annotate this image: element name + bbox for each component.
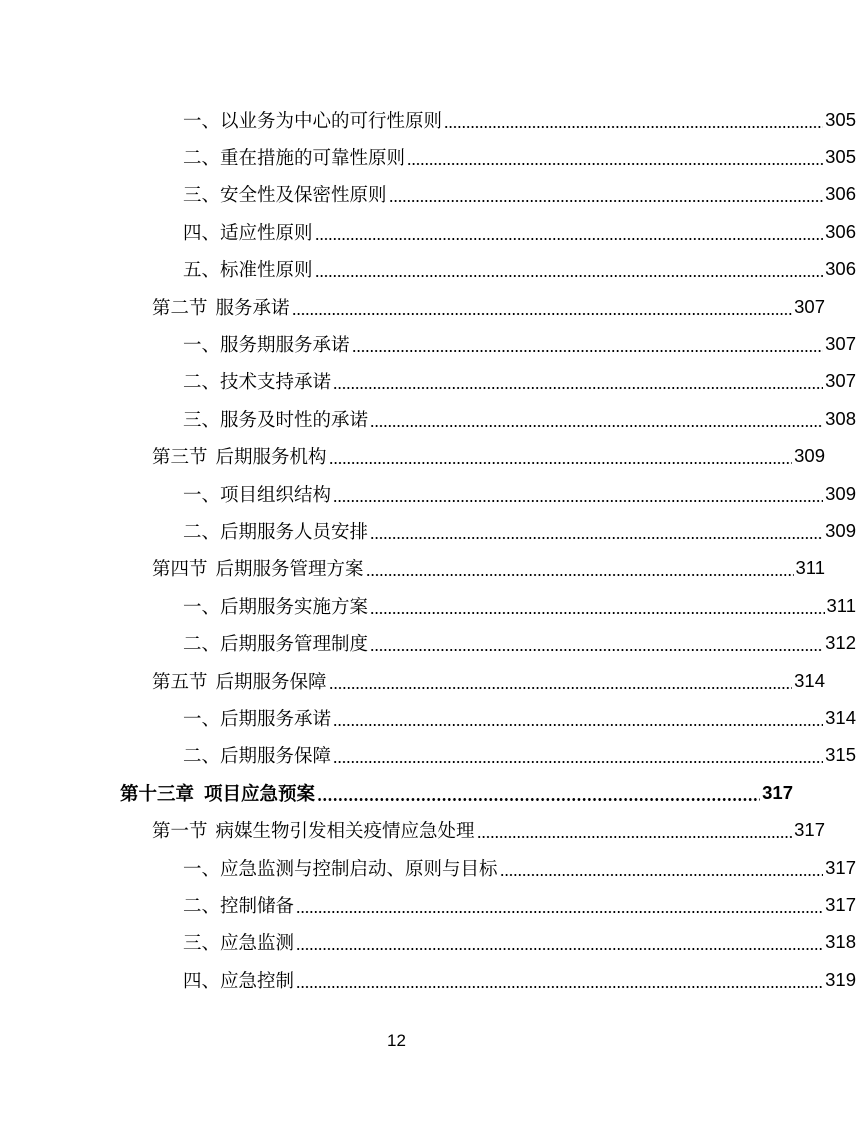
toc-entry-title xyxy=(183,742,331,768)
dot-leader xyxy=(352,350,824,352)
dot-leader xyxy=(477,836,793,838)
toc-entry-text: 后期服务管理方案 xyxy=(215,559,364,581)
toc-entry-page: 312 xyxy=(825,632,856,654)
toc-entry-page: 311 xyxy=(826,594,856,616)
toc-entry-text: 服务及时性的承诺 xyxy=(220,409,369,431)
dot-leader xyxy=(315,238,824,240)
toc-entry-number: 二、 xyxy=(183,634,221,656)
dot-leader xyxy=(389,200,824,202)
toc-entry-sub[interactable] xyxy=(0,475,856,512)
toc-entry-sub[interactable] xyxy=(0,138,856,175)
toc-entry-page: 306 xyxy=(825,183,856,205)
dot-leader xyxy=(317,798,760,801)
dot-leader xyxy=(370,612,824,614)
toc-entry-number: 第二节 xyxy=(152,297,208,319)
toc-entry-text: 项目组织结构 xyxy=(220,484,332,506)
toc-entry-title xyxy=(152,555,364,581)
dot-leader xyxy=(500,874,824,876)
dot-leader xyxy=(292,313,793,315)
toc-entry-sub[interactable] xyxy=(0,176,856,213)
toc-entry-page: 317 xyxy=(825,856,856,878)
toc-entry-number: 二、 xyxy=(183,746,221,768)
dot-leader xyxy=(407,163,823,165)
toc-entry-title xyxy=(183,181,387,207)
toc-entry-title xyxy=(183,481,331,507)
toc-entry-number: 第五节 xyxy=(152,671,208,693)
toc-entry-number: 二、 xyxy=(183,372,221,394)
toc-entry-sub[interactable] xyxy=(0,400,856,437)
toc-entry-number: 第十三章 xyxy=(120,783,195,805)
toc-entry-number: 四、 xyxy=(183,222,221,244)
toc-entry-page: 318 xyxy=(825,931,856,953)
toc-entry-page: 305 xyxy=(825,108,856,130)
toc-entry-title xyxy=(183,368,331,394)
toc-entry-title xyxy=(183,107,442,133)
toc-entry-number: 第四节 xyxy=(152,559,208,581)
toc-entry-title xyxy=(183,967,294,993)
toc-entry-title xyxy=(183,593,368,619)
toc-entry-page: 307 xyxy=(794,295,825,317)
dot-leader xyxy=(333,387,823,389)
toc-entry-number: 一、 xyxy=(183,110,221,132)
toc-entry-sub[interactable] xyxy=(0,699,856,736)
dot-leader xyxy=(296,911,823,913)
toc-entry-title xyxy=(120,780,315,806)
toc-entry-number: 第一节 xyxy=(152,821,208,843)
toc-entry-number: 二、 xyxy=(183,521,221,543)
toc-entry-page: 307 xyxy=(825,333,856,355)
toc-entry-sub[interactable] xyxy=(0,961,856,998)
toc-entry-text: 应急监测 xyxy=(220,933,295,955)
toc-entry-text: 技术支持承诺 xyxy=(220,372,332,394)
table-of-contents xyxy=(0,101,856,998)
toc-entry-section[interactable] xyxy=(0,811,825,848)
toc-entry-sub[interactable] xyxy=(0,849,856,886)
toc-entry-page: 317 xyxy=(825,893,856,915)
toc-entry-title xyxy=(183,219,313,245)
toc-entry-page: 309 xyxy=(794,445,825,467)
toc-entry-number: 一、 xyxy=(183,708,221,730)
toc-entry-text: 后期服务实施方案 xyxy=(220,596,369,618)
toc-entry-sub[interactable] xyxy=(0,587,856,624)
toc-entry-sub[interactable] xyxy=(0,363,856,400)
dot-leader xyxy=(315,275,824,277)
toc-entry-page: 315 xyxy=(825,744,856,766)
toc-entry-text: 应急控制 xyxy=(220,970,295,992)
toc-entry-sub[interactable] xyxy=(0,924,856,961)
toc-entry-sub[interactable] xyxy=(0,325,856,362)
dot-leader xyxy=(333,724,823,726)
toc-entry-title xyxy=(183,705,331,731)
toc-entry-text: 服务期服务承诺 xyxy=(220,335,350,357)
toc-entry-text: 以业务为中心的可行性原则 xyxy=(220,110,443,132)
toc-entry-sub[interactable] xyxy=(0,512,856,549)
toc-entry-page: 307 xyxy=(825,370,856,392)
toc-entry-text: 后期服务管理制度 xyxy=(220,634,369,656)
toc-entry-page: 309 xyxy=(825,519,856,541)
toc-entry-title xyxy=(183,144,405,170)
dot-leader xyxy=(296,948,823,950)
dot-leader xyxy=(296,986,823,988)
toc-entry-text: 适应性原则 xyxy=(220,222,313,244)
toc-entry-section[interactable] xyxy=(0,662,825,699)
toc-entry-page: 314 xyxy=(825,706,856,728)
toc-entry-page: 306 xyxy=(825,258,856,280)
toc-entry-title xyxy=(152,817,475,843)
toc-entry-number: 三、 xyxy=(183,185,221,207)
toc-entry-number: 二、 xyxy=(183,148,221,170)
toc-entry-text: 标准性原则 xyxy=(220,260,313,282)
toc-entry-title xyxy=(183,406,368,432)
toc-entry-text: 应急监测与控制启动、原则与目标 xyxy=(220,858,498,880)
toc-entry-text: 控制储备 xyxy=(220,895,295,917)
dot-leader xyxy=(370,537,823,539)
toc-entry-page: 305 xyxy=(825,146,856,168)
toc-entry-page: 306 xyxy=(825,220,856,242)
dot-leader xyxy=(444,126,823,128)
dot-leader xyxy=(329,687,793,689)
toc-entry-title xyxy=(183,518,368,544)
toc-entry-text: 后期服务保障 xyxy=(215,671,327,693)
toc-entry-number: 五、 xyxy=(183,260,221,282)
toc-entry-page: 317 xyxy=(794,819,825,841)
dot-leader xyxy=(329,462,793,464)
toc-entry-title xyxy=(152,294,290,320)
toc-entry-page: 317 xyxy=(762,781,793,803)
toc-entry-number: 第三节 xyxy=(152,447,208,469)
toc-entry-sub[interactable] xyxy=(0,101,856,138)
toc-entry-number: 一、 xyxy=(183,335,221,357)
toc-entry-title xyxy=(183,892,294,918)
toc-entry-sub[interactable] xyxy=(0,251,856,288)
toc-entry-title xyxy=(183,855,498,881)
toc-entry-text: 后期服务保障 xyxy=(220,746,332,768)
toc-entry-text: 项目应急预案 xyxy=(204,783,316,805)
toc-entry-text: 病媒生物引发相关疫情应急处理 xyxy=(215,821,475,843)
toc-entry-title xyxy=(152,668,327,694)
page-number: 12 xyxy=(387,1031,406,1050)
toc-entry-text: 服务承诺 xyxy=(215,297,290,319)
dot-leader xyxy=(333,761,823,763)
toc-entry-title xyxy=(183,929,294,955)
toc-entry-title xyxy=(152,443,327,469)
toc-entry-page: 308 xyxy=(825,407,856,429)
dot-leader xyxy=(370,649,823,651)
toc-entry-number: 一、 xyxy=(183,596,221,618)
toc-entry-number: 二、 xyxy=(183,895,221,917)
dot-leader xyxy=(370,425,823,427)
toc-entry-sub[interactable] xyxy=(0,624,856,661)
toc-entry-page: 314 xyxy=(794,669,825,691)
dot-leader xyxy=(333,500,823,502)
toc-entry-sub[interactable] xyxy=(0,737,856,774)
toc-entry-text: 后期服务人员安排 xyxy=(220,521,369,543)
toc-entry-text: 重在措施的可靠性原则 xyxy=(220,148,406,170)
toc-entry-text: 后期服务机构 xyxy=(215,447,327,469)
toc-entry-number: 四、 xyxy=(183,970,221,992)
toc-entry-title xyxy=(183,331,350,357)
dot-leader xyxy=(366,574,794,576)
toc-entry-sub[interactable] xyxy=(0,213,856,250)
toc-entry-text: 安全性及保密性原则 xyxy=(220,185,387,207)
toc-entry-sub[interactable] xyxy=(0,886,856,923)
toc-entry-page: 319 xyxy=(825,968,856,990)
toc-entry-section[interactable] xyxy=(0,550,825,587)
toc-entry-number: 三、 xyxy=(183,933,221,955)
toc-entry-title xyxy=(183,256,313,282)
toc-entry-number: 一、 xyxy=(183,484,221,506)
toc-entry-page: 311 xyxy=(795,557,825,579)
toc-entry-number: 一、 xyxy=(183,858,221,880)
toc-entry-chapter[interactable] xyxy=(0,774,793,811)
toc-entry-number: 三、 xyxy=(183,409,221,431)
toc-entry-page: 309 xyxy=(825,482,856,504)
toc-entry-section[interactable] xyxy=(0,438,825,475)
toc-entry-text: 后期服务承诺 xyxy=(220,708,332,730)
toc-entry-section[interactable] xyxy=(0,288,825,325)
toc-entry-title xyxy=(183,630,368,656)
